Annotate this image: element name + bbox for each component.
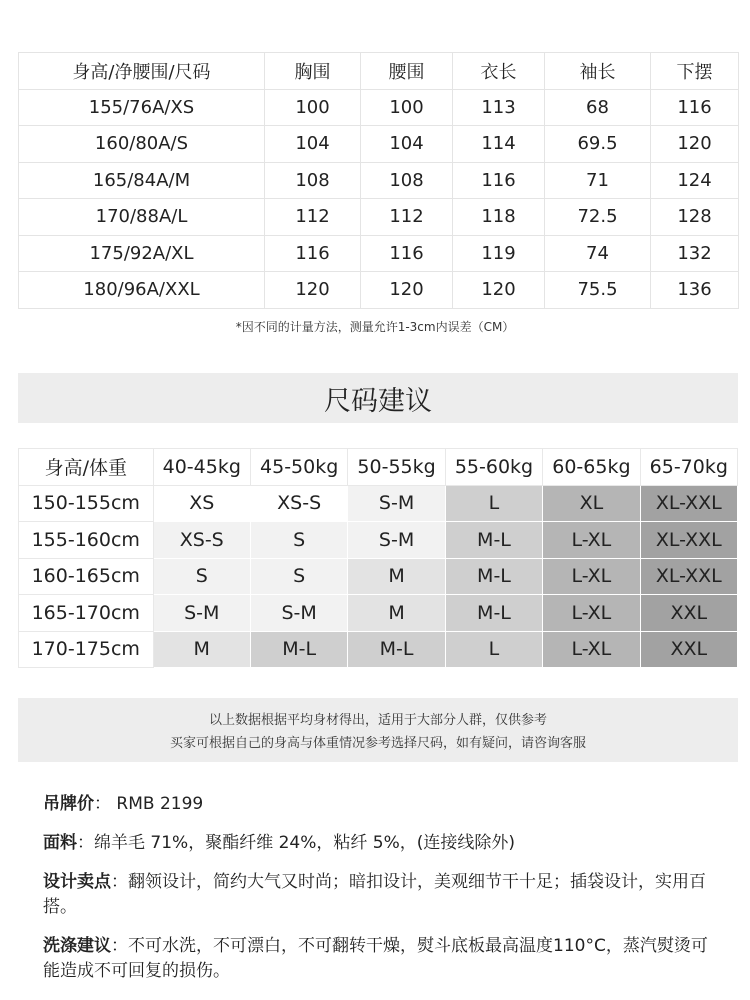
size-table-header-cell: 身高/净腰围/尺码 (19, 53, 265, 90)
recommend-size-cell: XS (153, 485, 250, 522)
size-recommendation-table (18, 448, 738, 668)
recommend-size-cell: M-L (445, 558, 542, 595)
disclaimer-line-2: 买家可根据自己的身高与体重情况参考选择尺码，如有疑问，请咨询客服 (169, 736, 586, 751)
wash-detail (43, 934, 713, 984)
recommend-size-cell: L-XL (543, 631, 640, 668)
recommend-table-row (19, 595, 738, 632)
recommend-size-cell: S-M (250, 595, 347, 632)
price-value: ： RMB 2199 (94, 794, 204, 814)
size-table-row (19, 126, 739, 163)
recommend-size-cell: M-L (445, 522, 542, 559)
size-table-cell: 116 (265, 235, 361, 272)
recommend-size-cell: XXL (640, 595, 737, 632)
size-table-cell: 160/80A/S (19, 126, 265, 163)
size-table-header-cell: 胸围 (265, 53, 361, 90)
size-table-cell: 132 (651, 235, 739, 272)
size-table-cell: 180/96A/XXL (19, 272, 265, 309)
wash-label: 洗涤建议 (43, 936, 111, 956)
size-table-cell: 120 (453, 272, 545, 309)
recommend-table-row (19, 558, 738, 595)
size-recommendation-title: 尺码建议 (18, 373, 738, 423)
recommend-table-header-row (19, 449, 738, 486)
product-details (43, 792, 713, 998)
size-table-cell: 100 (265, 89, 361, 126)
size-table-cell: 75.5 (545, 272, 651, 309)
recommend-height-cell: 155-160cm (19, 522, 154, 559)
size-table-cell: 108 (361, 162, 453, 199)
recommend-size-cell: S-M (153, 595, 250, 632)
recommend-height-cell: 165-170cm (19, 595, 154, 632)
wash-value: ：不可水洗，不可漂白，不可翻转干燥，熨斗底板最高温度110°C，蒸汽熨烫可能造成不可回复的损伤。 (43, 936, 708, 981)
size-table-header-cell: 腰围 (361, 53, 453, 90)
recommend-size-cell: M-L (348, 631, 445, 668)
recommend-size-cell: XL-XXL (640, 485, 737, 522)
size-table-cell: 113 (453, 89, 545, 126)
recommend-height-cell: 150-155cm (19, 485, 154, 522)
size-table-cell: 124 (651, 162, 739, 199)
recommend-size-cell: M-L (445, 595, 542, 632)
recommend-size-cell: XS-S (153, 522, 250, 559)
recommend-size-cell: M (348, 595, 445, 632)
size-table-cell: 112 (265, 199, 361, 236)
size-table-cell: 114 (453, 126, 545, 163)
recommend-table-header-cell: 65-70kg (640, 449, 737, 486)
size-table-cell: 116 (651, 89, 739, 126)
recommend-table-row (19, 522, 738, 559)
size-table-cell: 104 (361, 126, 453, 163)
recommend-size-cell: S (250, 558, 347, 595)
size-table-cell: 170/88A/L (19, 199, 265, 236)
size-table-cell: 116 (361, 235, 453, 272)
size-table-cell: 68 (545, 89, 651, 126)
recommend-size-cell: XL-XXL (640, 522, 737, 559)
size-table-cell: 165/84A/M (19, 162, 265, 199)
size-table-cell: 104 (265, 126, 361, 163)
size-table-header-cell: 袖长 (545, 53, 651, 90)
size-table-cell: 71 (545, 162, 651, 199)
size-table-cell: 69.5 (545, 126, 651, 163)
recommend-table-header-cell: 45-50kg (250, 449, 347, 486)
recommend-table-header-cell: 55-60kg (445, 449, 542, 486)
recommend-size-cell: S-M (348, 522, 445, 559)
recommend-size-cell: L-XL (543, 522, 640, 559)
size-table-row (19, 89, 739, 126)
size-table-cell: 116 (453, 162, 545, 199)
size-table-cell: 119 (453, 235, 545, 272)
size-table-cell: 175/92A/XL (19, 235, 265, 272)
recommend-size-cell: L (445, 631, 542, 668)
recommend-height-cell: 170-175cm (19, 631, 154, 668)
size-table-cell: 74 (545, 235, 651, 272)
size-table-cell: 128 (651, 199, 739, 236)
recommend-table-header-cell: 40-45kg (153, 449, 250, 486)
design-label: 设计卖点 (43, 872, 111, 892)
size-table-row (19, 199, 739, 236)
recommend-size-cell: S (153, 558, 250, 595)
fabric-label: 面料 (43, 833, 77, 853)
recommend-size-cell: L-XL (543, 595, 640, 632)
recommend-size-cell: L (445, 485, 542, 522)
size-table-row (19, 235, 739, 272)
recommend-height-cell: 160-165cm (19, 558, 154, 595)
size-disclaimer-box (18, 698, 738, 762)
disclaimer-line-1: 以上数据根据平均身材得出，适用于大部分人群，仅供参考 (208, 713, 547, 728)
size-chart-table (18, 52, 739, 309)
recommend-table-header-cell: 60-65kg (543, 449, 640, 486)
recommend-table-header-cell: 50-55kg (348, 449, 445, 486)
recommend-size-cell: XXL (640, 631, 737, 668)
size-table-header-cell: 下摆 (651, 53, 739, 90)
recommend-table-header-cell: 身高/体重 (19, 449, 154, 486)
size-table-cell: 112 (361, 199, 453, 236)
recommend-size-cell: M-L (250, 631, 347, 668)
size-table-row (19, 162, 739, 199)
size-table-cell: 120 (651, 126, 739, 163)
size-table-cell: 108 (265, 162, 361, 199)
recommend-size-cell: S-M (348, 485, 445, 522)
measurement-note: *因不同的计量方法，测量允许1-3cm内误差（CM） (235, 320, 515, 334)
size-table-cell: 120 (361, 272, 453, 309)
recommend-table-row (19, 631, 738, 668)
recommend-size-cell: XL-XXL (640, 558, 737, 595)
fabric-value: ：绵羊毛 71%，聚酯纤维 24%，粘纤 5%，(连接线除外) (77, 833, 516, 853)
recommend-size-cell: XS-S (250, 485, 347, 522)
size-table-cell: 118 (453, 199, 545, 236)
recommend-size-cell: S (250, 522, 347, 559)
design-value: ：翻领设计，简约大气又时尚；暗扣设计，美观细节干十足；插袋设计，实用百搭。 (43, 872, 706, 917)
recommend-table-row (19, 485, 738, 522)
recommend-size-cell: M (153, 631, 250, 668)
size-table-header-row (19, 53, 739, 90)
size-table-cell: 155/76A/XS (19, 89, 265, 126)
recommend-size-cell: XL (543, 485, 640, 522)
price-label: 吊牌价 (43, 794, 94, 814)
design-detail (43, 870, 713, 920)
size-table-cell: 136 (651, 272, 739, 309)
recommend-size-cell: L-XL (543, 558, 640, 595)
fabric-detail (43, 831, 713, 856)
size-table-cell: 72.5 (545, 199, 651, 236)
price-detail (43, 792, 713, 817)
size-table-header-cell: 衣长 (453, 53, 545, 90)
recommend-size-cell: M (348, 558, 445, 595)
size-table-cell: 100 (361, 89, 453, 126)
size-table-cell: 120 (265, 272, 361, 309)
size-table-row (19, 272, 739, 309)
